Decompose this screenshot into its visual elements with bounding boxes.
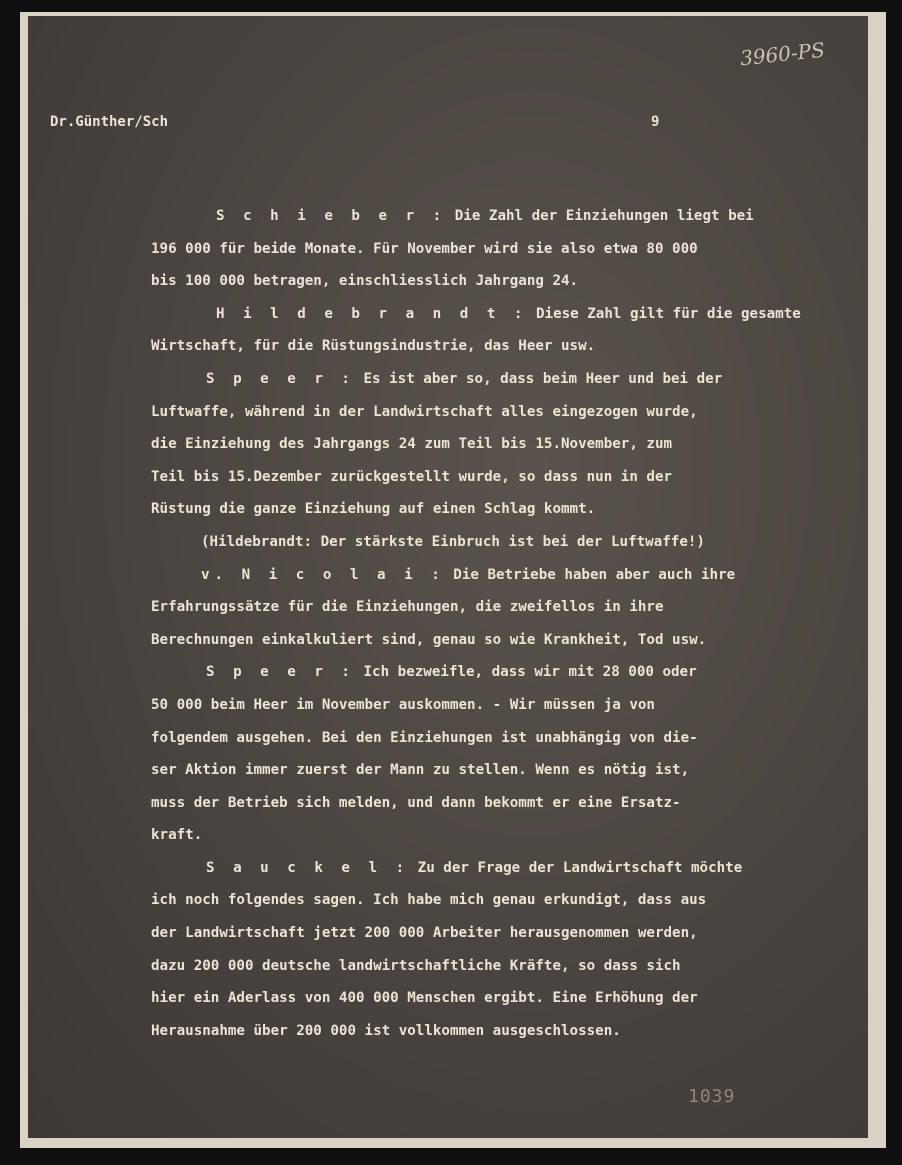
text-line: ich noch folgendes sagen. Ich habe mich genau erkundigt, dass aus: [151, 892, 707, 909]
archive-number: 3960-PS: [738, 37, 826, 71]
text-line: bis 100 000 betragen, einschliesslich Jahrgang 24.: [151, 273, 579, 290]
speaker-name: H i l d e b r a n d t :: [216, 305, 528, 322]
author-reference: Dr.Günther/Sch: [50, 114, 169, 130]
speaker-name: S p e e r :: [206, 664, 355, 681]
text-line: S a u c k e l : Zu der Frage der Landwirtschaft möchte: [206, 859, 743, 876]
text-line: 196 000 für beide Monate. Für November wird sie also etwa 80 000: [151, 240, 698, 257]
text-line: S p e e r : Es ist aber so, dass beim Heer und bei der: [206, 370, 723, 387]
text-line: Rüstung die ganze Einziehung auf einen Schlag kommt.: [151, 501, 596, 518]
text-line: (Hildebrandt: Der stärkste Einbruch ist bei der Luftwaffe!): [201, 533, 705, 550]
text-line: Berechnungen einkalkuliert sind, genau so wie Krankheit, Tod usw.: [151, 631, 707, 648]
document-page: [28, 16, 868, 1138]
speaker-name: v. N i c o l a i :: [201, 566, 445, 583]
text-line: muss der Betrieb sich melden, und dann bekommt er eine Ersatz-: [151, 794, 681, 811]
text-line: folgendem ausgehen. Bei den Einziehungen ist unabhängig von die-: [151, 729, 698, 746]
text-line: hier ein Aderlass von 400 000 Menschen ergibt. Eine Erhöhung der: [151, 990, 698, 1007]
text-line: S c h i e b e r : Die Zahl der Einziehungen liegt bei: [216, 208, 754, 224]
text-line: Erfahrungssätze für die Einziehungen, die zweifellos in ihre: [151, 599, 664, 616]
text-line: H i l d e b r a n d t : Diese Zahl gilt für die gesamte: [216, 305, 801, 322]
text-line: der Landwirtschaft jetzt 200 000 Arbeiter herausgenommen werden,: [151, 925, 698, 942]
text-line: Wirtschaft, für die Rüstungsindustrie, das Heer usw.: [151, 338, 596, 355]
text-line: die Einziehung des Jahrgangs 24 zum Teil bis 15.November, zum: [151, 436, 673, 453]
text-line: ser Aktion immer zuerst der Mann zu stellen. Wenn es nötig ist,: [151, 762, 690, 779]
page-number: 9: [651, 114, 660, 130]
stamp-number: 1039: [688, 1086, 736, 1107]
text-line: S p e e r : Ich bezweifle, dass wir mit 28 000 oder: [206, 664, 697, 681]
speaker-name: S c h i e b e r :: [216, 208, 447, 224]
text-line: dazu 200 000 deutsche landwirtschaftliche Kräfte, so dass sich: [151, 957, 681, 974]
text-line: Herausnahme über 200 000 ist vollkommen ausgeschlossen.: [151, 1022, 621, 1039]
text-line: v. N i c o l a i : Die Betriebe haben aber auch ihre: [201, 566, 736, 583]
speaker-name: S a u c k e l :: [206, 859, 410, 876]
text-line: Teil bis 15.Dezember zurückgestellt wurde, so dass nun in der: [151, 468, 673, 485]
text-line: Luftwaffe, während in der Landwirtschaft alles eingezogen wurde,: [151, 403, 698, 420]
document-body: [151, 200, 801, 1047]
text-line: kraft.: [151, 827, 203, 844]
speaker-name: S p e e r :: [206, 370, 355, 387]
text-line: 50 000 beim Heer im November auskommen. - Wir müssen ja von: [151, 696, 655, 713]
